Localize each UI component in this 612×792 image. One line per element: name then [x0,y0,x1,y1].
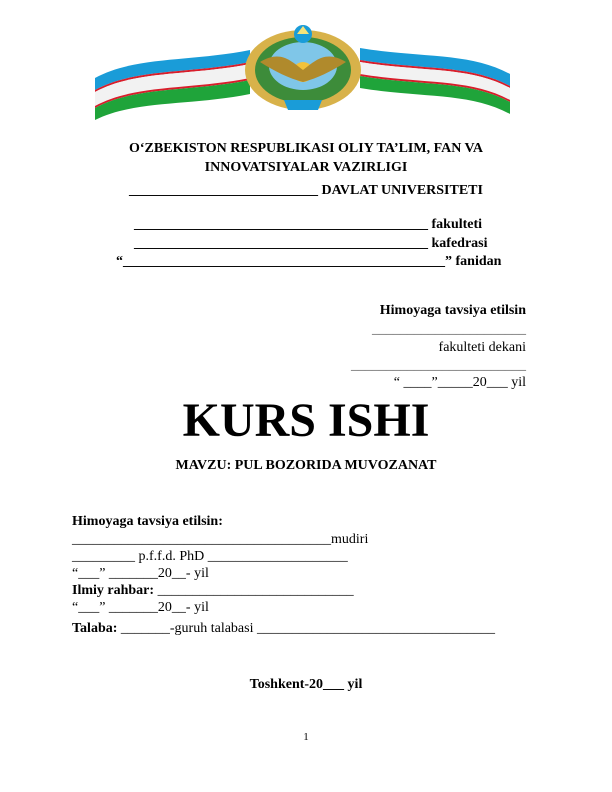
degree-line: _________ p.f.f.d. PhD ____________________ [72,549,348,564]
approval-right-title: Himoyaga tavsiya etilsin [379,303,526,318]
subject-line: “______________________________________________” fanidan [116,254,502,269]
page-number: 1 [303,731,309,743]
approval-date-2: “___” _______20__- yil [72,600,209,615]
left-flag-icon [95,50,250,120]
state-emblem-image [0,0,612,120]
topic-line: MAVZU: PUL BOZORIDA MUVOZANAT [175,458,437,473]
coat-of-arms-icon [245,25,361,110]
right-flag-icon [360,48,510,114]
supervisor-label: Ilmiy rahbar: [72,583,155,598]
approval-right-date: “ ____”_____20___ yil [393,375,526,390]
approval-right-line-1: ______________________ [372,322,526,337]
faculty-line: __________________________________________ fakulteti [134,217,483,232]
city-year: Toshkent-20___ yil [249,677,363,692]
approval-left-title: Himoyaga tavsiya etilsin: [72,514,223,529]
ministry-line-2: INNOVATSIYALAR VAZIRLIGI [204,160,408,175]
supervisor-line: ____________________________ [154,583,354,598]
dean-label: fakulteti dekani [438,340,526,355]
approval-date-1: “___” _______20__- yil [72,566,209,581]
department-line: __________________________________________ kafedrasi [134,236,488,251]
student-line: _______-guruh talabasi __________________________________ [117,621,495,636]
approval-right-line-2: _________________________ [351,358,526,373]
ministry-line-1: O‘ZBEKISTON RESPUBLIKASI OLIY TA’LIM, FAN VA [129,141,483,156]
university-line: ___________________________ DAVLAT UNIVERSITETI [129,183,483,198]
student-label: Talaba: [72,621,118,636]
document-title: KURS ISHI [182,394,430,447]
department-head-line: _____________________________________mudiri [72,532,369,547]
